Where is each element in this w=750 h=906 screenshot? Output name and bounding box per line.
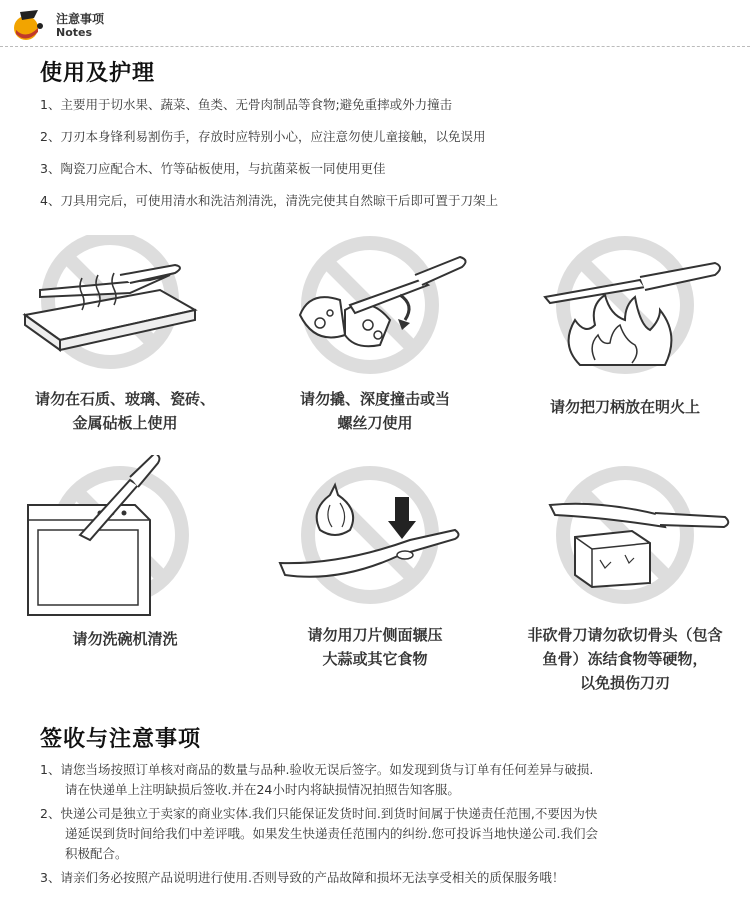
header-title-en: Notes bbox=[56, 26, 93, 39]
receipt-item-1: 1、请您当场按照订单核对商品的数量与品种.验收无误后签字。如发现到货与订单有任何差异与破损. 请在快递单上注明缺损后签收.并在24小时内将缺损情况拍照告知客服。 bbox=[40, 762, 594, 797]
stone-board-icon bbox=[0, 235, 250, 380]
page-header bbox=[0, 0, 750, 50]
warning-caption-2: 请勿撬、深度撞击或当 螺丝刀使用 bbox=[299, 390, 450, 432]
garlic-press-icon bbox=[250, 455, 500, 620]
usage-item-4: 4、刀具用完后，可使用清水和洗洁剂清洗，清洗完使其自然晾干后即可置于刀架上 bbox=[40, 193, 498, 208]
warning-panel-4 bbox=[0, 455, 250, 670]
receipt-item-2: 2、快递公司是独立于卖家的商业实体.我们只能保证发货时间.到货时间属于快递责任范围,不要因为快 递延误到货时间给我们中差评哦。如果发生快递责任范围内的纠纷.您可投诉当地快递公司.我们会 积极配合。 bbox=[40, 806, 598, 861]
usage-item-1: 1、主要用于切水果、蔬菜、鱼类、无骨肉制品等食物;避免重摔或外力撞击 bbox=[40, 97, 453, 112]
pry-twist-icon bbox=[250, 235, 500, 380]
warning-panel-1 bbox=[0, 235, 250, 450]
receipt-title: 签收与注意事项 bbox=[40, 726, 202, 752]
logo-icon bbox=[8, 6, 48, 42]
warning-caption-4: 请勿洗碗机清洗 bbox=[72, 630, 178, 648]
usage-item-2: 2、刀刃本身锋利易割伤手，存放时应特别小心，应注意勿使儿童接触，以免误用 bbox=[40, 129, 486, 144]
warning-panel-2 bbox=[250, 235, 500, 450]
warning-panel-3 bbox=[500, 235, 750, 450]
dishwasher-icon bbox=[0, 455, 250, 620]
header-divider bbox=[0, 46, 750, 47]
usage-title: 使用及护理 bbox=[40, 60, 156, 86]
frozen-block-icon bbox=[500, 455, 750, 620]
warning-caption-1: 请勿在石质、玻璃、瓷砖、 金属砧板上使用 bbox=[34, 390, 215, 432]
warning-caption-3: 请勿把刀柄放在明火上 bbox=[549, 398, 700, 416]
usage-item-3: 3、陶瓷刀应配合木、竹等砧板使用，与抗菌菜板一同使用更佳 bbox=[40, 161, 386, 176]
warning-panel-5 bbox=[250, 455, 500, 670]
receipt-item-3: 3、请亲们务必按照产品说明进行使用.否则导致的产品故障和损坏无法享受相关的质保服务哦！ bbox=[40, 870, 565, 885]
warning-caption-5: 请勿用刀片侧面辗压 大蒜或其它食物 bbox=[307, 626, 443, 668]
warning-panel-6 bbox=[500, 455, 750, 692]
fire-icon bbox=[500, 235, 750, 380]
header-title-cn: 注意事项 bbox=[56, 12, 105, 26]
warning-caption-6: 非砍骨刀请勿砍切骨头（包含 鱼骨）冻结食物等硬物， 以免损伤刀刃 bbox=[527, 626, 723, 692]
